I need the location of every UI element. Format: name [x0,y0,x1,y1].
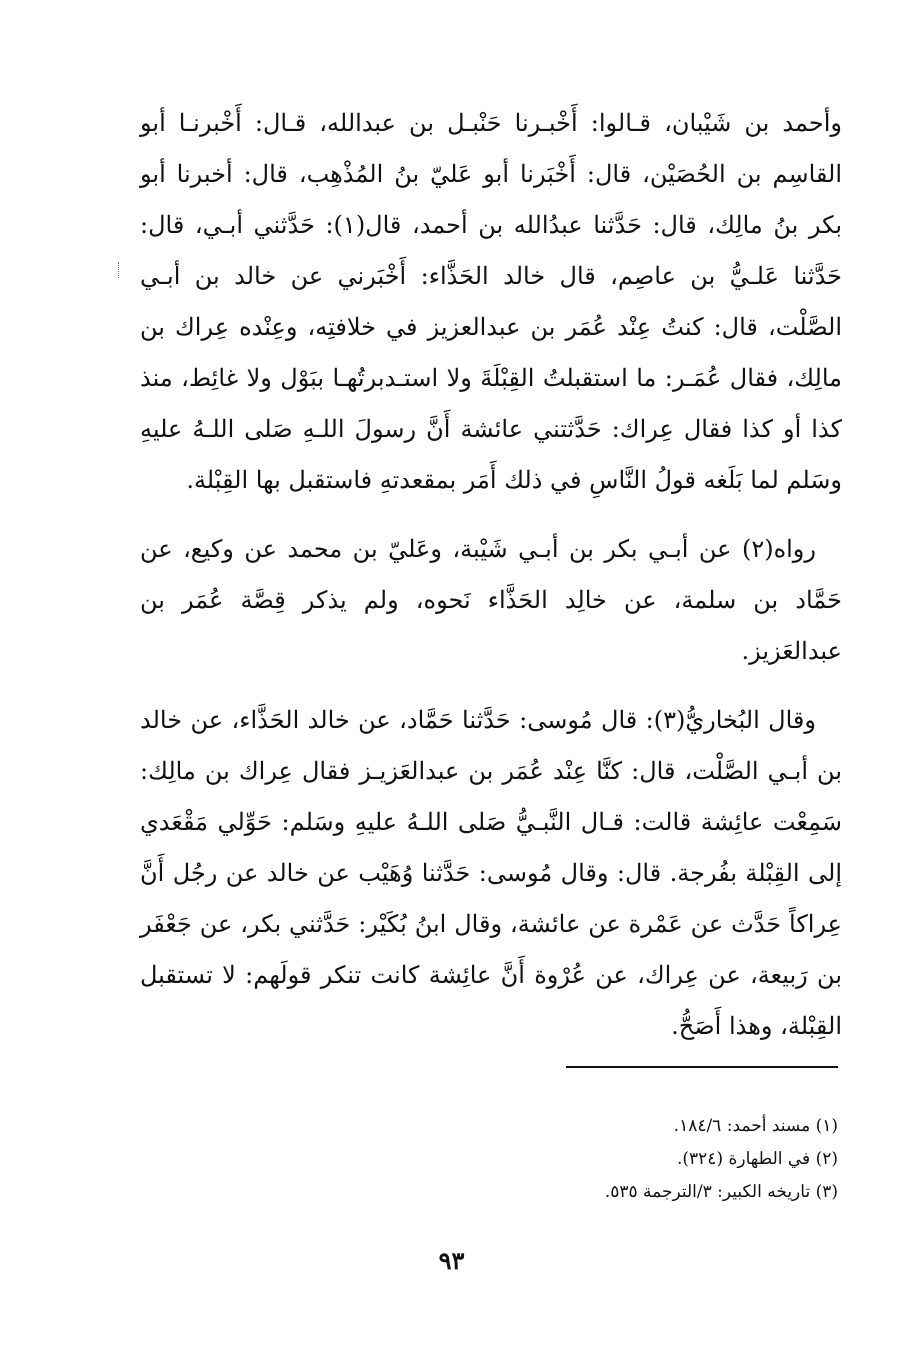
footnote-divider [566,1066,838,1068]
footnote-1: (١) مسند أحمد: ١٨٤/٦. [673,1116,838,1136]
footnote-3: (٣) تاريخه الكبير: ٣/الترجمة ٥٣٥. [604,1182,838,1202]
main-text [140,98,842,1070]
page-number: ٩٣ [438,1246,465,1275]
paragraph-2: رواه(٢) عن أبـي بكر بن أبـي شَيْبة، وعَليّ بن محمد عن وكيع، عن حَمَّاد بن سلمة، عن خالِد الحَذَّاء نَحوه، ولم يذكر قِصَّة عُمَر بن عبدالعَزيز. [140,535,842,665]
paragraph-1: وأحمد بن شَيْبان، قـالوا: أَخْبـرنا حَنْبـل بن عبدالله، قـال: أَخْبرنـا أبو القاسِم بن الحُصَيْن، قال: أَخْبَرنا أبو عَليّ بنُ المُذْهِب، قال: أخبرنا أبو بكر بنُ مالِك، قال: حَدَّثنا عبدُالله بن أحمد، قال(١): حَدَّثني أبـي، قال: حَدَّثنا عَلـيُّ بن عاصِم، قال خالد الحَذَّاء: أَخْبَرني عن خالد بن أبـي الصَّلْت، قال: كنتُ عِنْد عُمَر بن عبدالعزيز في خلافتِه، وعِنْده عِراك بن مالِك، فقال عُمَـر: ما استقبلتُ القِبْلَةَ ولا استـدبرتُهـا ببَوْل ولا غائِط، منذ كذا أو كذا فقال عِراك: حَدَّثتني عائشة أَنَّ رسولَ اللـهِ صَلى اللـهُ عليهِ وسَلم لما بَلَغه قولُ النَّاسِ في ذلك أَمَر بمقعدتهِ فاستقبل بها القِبْلة. [140,109,843,494]
margin-mark [118,262,121,278]
footnote-2: (٢) في الطهارة (٣٢٤). [677,1149,838,1169]
footnotes [400,1110,838,1209]
paragraph-3: وقال البُخاريُّ(٣): قال مُوسى: حَدَّثنا حَمَّاد، عن خالد الحَذَّاء، عن خالد بن أبـي الصَّلْت، قال: كنَّا عِنْد عُمَر بن عبدالعَزيـز فقال عِراك بن مالِك: سَمِعْت عائِشة قالت: قـال النَّبـيُّ صَلى اللـهُ عليهِ وسَلم: حَوِّلي مَقْعَدي إلى القِبْلة بفُرجة. قال: وقال مُوسى: حَدَّثنا وُهَيْب عن خالد عن رجُل أَنَّ عِراكاً حَدَّث عن عَمْرة عن عائشة، وقال ابنُ بُكَيْر: حَدَّثني بكر، عن جَعْفَر بن رَبيعة، عن عِراك، عن عُرْوة أَنَّ عائِشة كانت تنكر قولَهم: لا تستقبل القِبْلة، وهذا أَصَحُّ. [140,706,842,1040]
